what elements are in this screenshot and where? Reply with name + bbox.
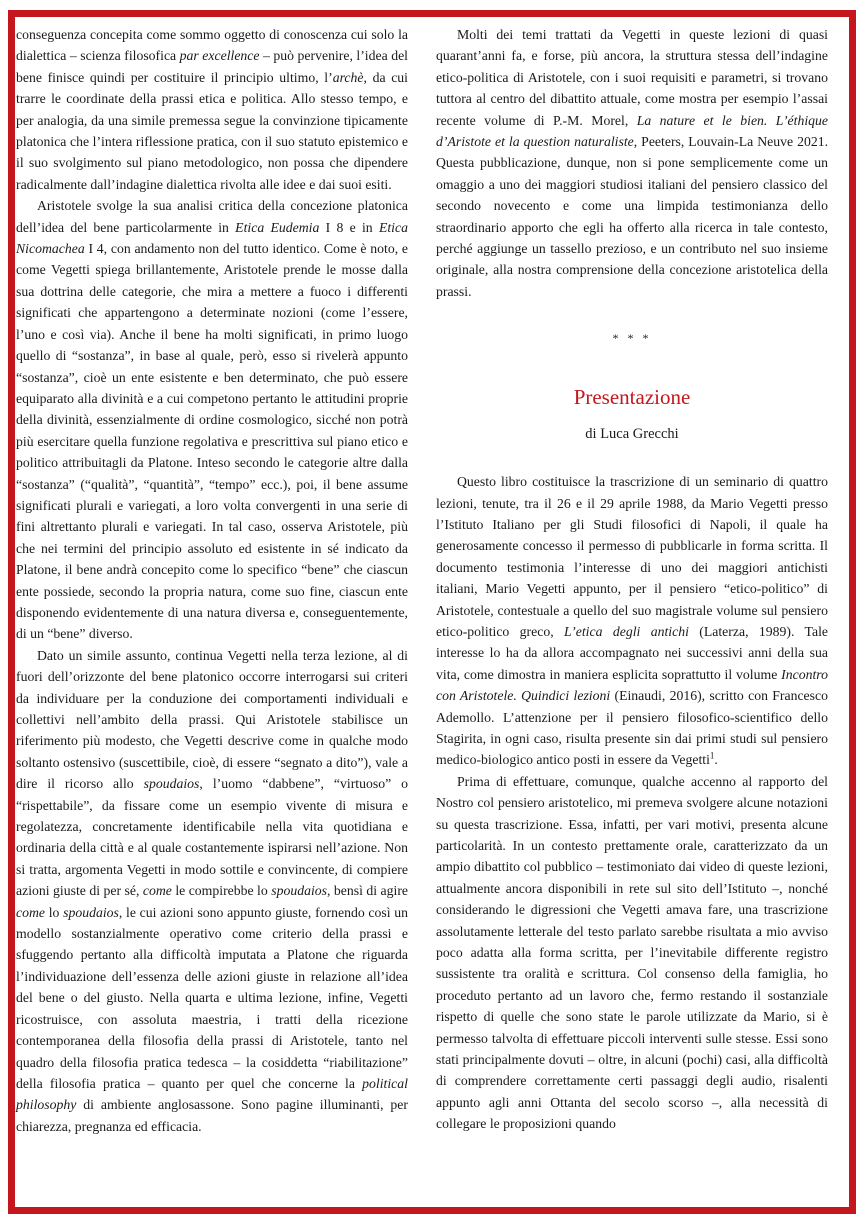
paragraph-2: Aristotele svolge la sua analisi critica della concezione platonica dell’idea del bene particolarmente in Etica Eudemia I 8 e in Etica Nicomachea I 4, con andamento non del tutto identico. Come è noto, e come Vegetti spiega brillantemente, Aristotele prende le mosse dalla sua dottrina delle categorie, che mira a mettere a fuoco i differenti significati che appartengono a determinate nozioni (come l’essere, l’uno e così via). Anche il bene ha molti significati, in primo luogo quello di “sostanza”, in base al quale, però, esso si rivelerà appunto “sostanza”, cioè un ente esistente e ben determinato, che può essere equiparato alla divinità e a cui competono pertanto le attitudini proprie della divinità, essenzialmente di ordine cosmologico, sicché non potrà più esercitare quella funzione regolativa e prescrittiva sul piano etico e politico attribuitagli da Platone. Inteso secondo le categorie altre dalla “sostanza” (“qualità”, “quantità”, “tempo” ecc.), poi, il bene assume significati plurali e variegati, a loro volta convergenti in una serie di fini altrettanto plurali e variegati. In tal caso, osserva Aristotele, più che nei termini del principio assoluto ed esistente in sé indicato da Platone, il bene andrà concepito come lo specifico “bene” che ciascun ente possiede, secondo la propria natura, come suo fine, ciascun ente disponendo evidentemente di una natura diversa e, conseguentemente, di un “bene” diverso. xyxy=(16,198,408,642)
section-author: di Luca Grecchi xyxy=(585,425,679,442)
paragraph-5: Questo libro costituisce la trascrizione di un seminario di quattro lezioni, tenute, tra il 26 e il 29 aprile 1988, da Mario Vegetti presso l’Istituto Italiano per gli Studi filosofici di Napoli, il quale ha generosamente concesso il permesso di pubblicarle in forma scritta. Il documento testimonia l’interesse di uno dei maggiori antichisti italiani, Mario Vegetti appunto, per il pensiero “etico-politico” di Aristotele, contestuale a quello del suo magistrale volume sul pensiero etico-politico greco, L’etica degli antichi (Laterza, 1989). Tale interesse lo ha da allora accompagnato nei successivi anni della sua vita, come dimostra in maniera esplicita soprattutto il volume Incontro con Aristotele. Quindici lezioni (Einaudi, 2016), scritto con Francesco Ademollo. L’attenzione per il pensiero filosofico-scientifico dello Stagirita, in ogni caso, risulta presente sin dai primi studi sul pensiero medico-biologico antico posti in essere da Vegetti$^1$. xyxy=(436,474,828,768)
paragraph-3: Dato un simile assunto, continua Vegetti nella terza lezione, al di fuori dell’orizzonte del bene platonico occorre interrogarsi sui criteri da individuare per la conduzione dei comportamenti individuali e collettivi nell’ambito della prassi. Qui Aristotele stabilisce un riferimento più modesto, che Vegetti descrive come in qualche modo soltanto ostensivo (suscettibile, cioè, di essere “segnato a dito”), vale a dire il ricorso allo spoudaios, l’uomo “dabbene”, “virtuoso” o “rispettabile”, da fissare come un esempio vivente di misura e regolatezza, concretamente identificabile nella vita quotidiana e ordinaria della città e al quale costantemente ispirarsi nell’azione. Non si tratta, argomenta Vegetti in modo sottile e convincente, di compiere azioni giuste di per sé, come le compirebbe lo spoudaios, bensì di agire come lo spoudaios, le cui azioni sono appunto giuste, fornendo così un modello sostanzialmente operativo come criterio della prassi e sfuggendo pertanto alla difficoltà imputata a Platone che riguarda l’individuazione dell’essenza delle azioni giuste in relazione all’idea del bene o del giusto. Nella quarta e ultima lezione, infine, Vegetti ricostruisce, con assoluta maestria, i tratti della ricezione contemporanea della filosofia della prassi di Aristotele, tanto nel quadro della filosofia pratica tedesca – la cosiddetta “riabilitazione” della filosofia pratica – quanto per quel che concerne la political philosophy di ambiente anglosassone. Sono pagine illuminanti, per chiarezza, pregnanza ed efficacia. xyxy=(16,647,408,1134)
paragraph-4: Molti dei temi trattati da Vegetti in queste lezioni di quasi quarant’anni fa, e forse, più ancora, la struttura stessa dell’indagine etico-politica di Aristotele, con i suoi requisiti e parametri, si trovano tuttora al centro del dibattito attuale, come mostra per esempio l’assai recente volume di P.-M. Morel, La nature et le bien. L’éthique d’Aristote et la question naturaliste, Peeters, Louvain-La Neuve 2021. Questa pubblicazione, dunque, non si pone semplicemente come un omaggio a uno dei maggiori studiosi italiani del pensiero classico del secondo novecento e come una limpida testimonianza dello straordinario apporto che egli ha offerto alla ricerca in tale contesto, perché aggiunge un tassello prezioso, e un contributo nel suo insieme originale, alla nostra comprensione della concezione aristotelica della prassi. xyxy=(436,27,829,299)
paragraph-1: conseguenza concepita come sommo oggetto di conoscenza cui solo la dialettica – scienza filosofica par excellence – può pervenire, l’idea del bene finisce quindi per costituire il principio ultimo, l’archè, da cui trarre le coordinate della prassi etica e politica. Allo stesso tempo, e per analogia, da una simile premessa segue la convinzione tipicamente platonica che l’intera riflessione pratica, con il suo statuto epistemico e il suo svolgimento sul piano metodologico, non possa che dipendere radicalmente dall’indagine dialettica rivolta alle idee e dai suoi esiti. xyxy=(16,27,408,192)
section-separator: * * * xyxy=(612,331,652,346)
paragraph-6: Prima di effettuare, comunque, qualche accenno al rapporto del Nostro col pensiero aristotelico, mi premeva svolgere alcune notazioni su questa trascrizione. Essa, infatti, per vari motivi, presenta alcune particolarità. In un contesto prettamente orale, caratterizzato da un ampio dibattito col pubblico – testimoniato dai video di queste lezioni, attualmente ancora disponibili in rete sul sito dell’Istituto –, nonché considerando le digressioni che Vegetti amava fare, una trascrizione assolutamente letterale del testo parlato sarebbe risultata a mio avviso poco adatta alla forma scritta, per l’inevitabile differente registro sussistente tra oralità e scrittura. Col consenso della famiglia, ho proceduto pertanto ad un lavoro che, fermo restando il sostanziale rispetto di quelle che sono state le parole utilizzate da Mario, si è permesso talvolta di effettuare piccoli interventi sulle stesse. Essi sono stati principalmente dovuti – oltre, in alcuni (pochi) casi, alla difficoltà di comprendere correttamente certi passaggi degli audio, risalenti appunto agli anni Ottanta del secolo scorso –, alla necessità di collegare le proposizioni quando xyxy=(436,773,828,1132)
left-column xyxy=(16,24,408,1137)
right-column xyxy=(436,24,828,1135)
footnote-marker[interactable]: 1 xyxy=(709,750,715,761)
section-title: Presentazione xyxy=(573,384,691,409)
